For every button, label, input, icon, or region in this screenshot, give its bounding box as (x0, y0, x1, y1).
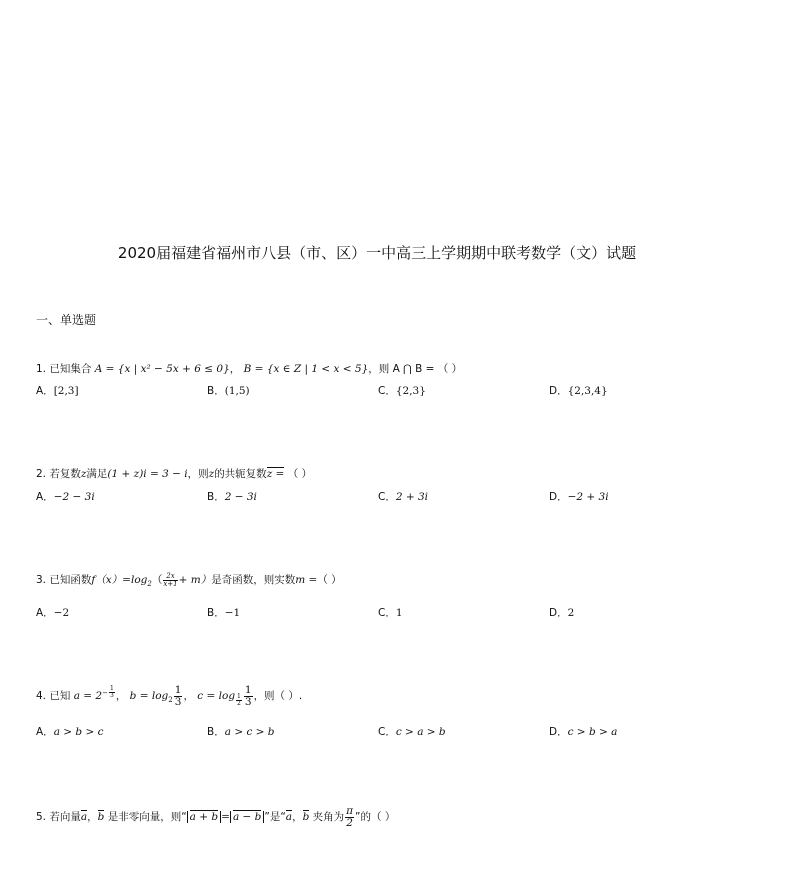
option-label: C． (378, 385, 396, 397)
question-2-stem (36, 466, 312, 481)
q4-c-expr: c = log (197, 690, 236, 702)
q4-option-a (36, 724, 104, 739)
q5-text: 是非零向量，则“ (107, 811, 187, 823)
q2-var-z: z (80, 468, 87, 480)
q1-set-a: A = {x | x² − 5x + 6 ≤ 0} (94, 363, 230, 375)
option-value: −2 (53, 607, 70, 619)
q2-option-a (36, 489, 95, 504)
question-5-stem (36, 806, 395, 828)
fraction-numerator: 1 (237, 692, 241, 700)
q1-option-a (36, 383, 79, 398)
option-label: D． (549, 385, 568, 397)
q1-suffix: ，则 A ⋂ B = （ ） (368, 363, 463, 375)
option-label: C． (378, 726, 396, 738)
option-value: a > c > b (224, 726, 275, 738)
q4-sep: ， (115, 690, 127, 702)
fraction-denominator: 3 (110, 692, 114, 699)
option-label: B． (207, 726, 225, 738)
q5-equals: = (221, 811, 230, 823)
q4-a-expr: a = 2 (73, 690, 103, 702)
q4-text: 4. 已知 (36, 690, 71, 702)
option-value: 2 (567, 607, 575, 619)
exponent-sign: − (102, 688, 108, 697)
q3-text: 3. 已知函数 (36, 574, 92, 586)
option-label: C． (378, 607, 396, 619)
q5-vector-b: b (97, 811, 105, 823)
q5-vector-a: a (80, 811, 88, 823)
q1-option-b (207, 383, 250, 398)
option-label: C． (378, 491, 396, 503)
page-title: 2020届福建省福州市八县（市、区）一中高三上学期期中联考数学（文）试题 (117, 244, 637, 262)
question-4-stem (36, 685, 302, 707)
q5-vector-a: a (285, 811, 293, 823)
option-value: 1 (395, 607, 403, 619)
fraction-numerator: π (346, 805, 354, 817)
q2-option-b (207, 489, 257, 504)
q3-option-c (378, 605, 403, 620)
q2-text: 满足 (86, 468, 108, 480)
vector-sum: a + b (189, 811, 219, 823)
option-value: a > b > c (53, 726, 104, 738)
q2-conjugate: z = (266, 468, 285, 480)
q4-option-c (378, 724, 446, 739)
option-value: [2,3] (53, 385, 79, 397)
option-label: D． (549, 607, 568, 619)
option-label: A． (36, 385, 54, 397)
fraction-denominator: 2 (237, 699, 241, 707)
q3-paren: （ ） (317, 574, 342, 586)
q3-plus-m: + m） (178, 574, 212, 586)
fraction-denominator: 3 (174, 695, 182, 708)
q5-abs-sum (187, 811, 221, 823)
q2-text: 的共轭复数 (214, 468, 267, 480)
q3-option-b (207, 605, 240, 620)
q3-paren: （ (151, 574, 163, 586)
q4-c-base (235, 692, 243, 707)
q4-option-b (207, 724, 275, 739)
vector-difference: a − b (232, 811, 262, 823)
exponent-fraction (109, 686, 115, 699)
q1-set-b: B = {x ∈ Z | 1 < x < 5} (243, 363, 369, 375)
q3-function: f（x）=log (91, 574, 148, 586)
section-heading: 一、单选题 (36, 313, 97, 327)
q4-b-fraction (174, 685, 183, 707)
q5-text: ”的（ ） (355, 811, 396, 823)
q4-a-exponent (102, 685, 116, 699)
fraction-numerator: 2x (163, 573, 177, 581)
q3-option-d (549, 605, 574, 620)
q4-c-fraction (244, 685, 253, 707)
fraction-numerator: 1 (174, 684, 182, 696)
q1-sep: ， (229, 363, 241, 375)
q3-fraction (163, 573, 177, 588)
q5-text: 5. 若向量 (36, 811, 81, 823)
option-label: A． (36, 607, 54, 619)
option-value: −2 + 3i (567, 491, 609, 503)
fraction-denominator: 2 (346, 816, 353, 829)
q5-text: 夹角为 (312, 811, 345, 823)
q3-var-m: m = (295, 574, 318, 586)
q1-prefix: 1. 已知集合 (36, 363, 92, 375)
option-label: B． (207, 491, 225, 503)
option-value: c > b > a (567, 726, 618, 738)
q2-paren: （ ） (287, 468, 313, 480)
question-1-stem (36, 361, 462, 376)
q5-angle-fraction (345, 806, 354, 828)
option-value: −1 (224, 607, 241, 619)
q2-option-c (378, 489, 428, 504)
q2-equation: (1 + z)i = 3 − i (107, 468, 188, 480)
q5-sep: ， (292, 811, 303, 823)
q3-option-a (36, 605, 69, 620)
q4-text: ，则（ ）. (253, 690, 303, 702)
option-value: (1,5) (224, 385, 250, 397)
option-value: 2 + 3i (395, 491, 429, 503)
q4-b-expr: b = log (129, 690, 169, 702)
fraction-denominator: x+1 (163, 579, 178, 588)
q2-text: 2. 若复数 (36, 468, 81, 480)
q4-sep: ， (183, 690, 194, 702)
option-label: A． (36, 491, 54, 503)
option-label: D． (549, 726, 568, 738)
option-value: 2 − 3i (224, 491, 257, 503)
base-fraction (236, 694, 242, 707)
q3-log-base: 2 (147, 580, 152, 589)
q2-option-d (549, 489, 609, 504)
q5-sep: ， (87, 811, 98, 823)
option-value: {2,3,4} (567, 385, 608, 397)
fraction-numerator: 1 (110, 685, 114, 692)
question-3-stem (36, 572, 342, 588)
q2-text: ，则 (187, 468, 209, 480)
q4-option-d (549, 724, 617, 739)
fraction-denominator: 3 (244, 695, 252, 708)
q4-b-base: 2 (168, 696, 173, 705)
option-label: B． (207, 607, 225, 619)
q2-var-z: z (208, 468, 215, 480)
q1-option-c (378, 383, 426, 398)
q3-text: 是奇函数，则实数 (211, 574, 296, 586)
option-value: −2 − 3i (53, 491, 95, 503)
option-label: D． (549, 491, 568, 503)
option-value: {2,3} (395, 385, 426, 397)
option-label: A． (36, 726, 54, 738)
option-label: B． (207, 385, 225, 397)
fraction-numerator: 1 (244, 684, 252, 696)
q1-option-d (549, 383, 608, 398)
option-value: c > a > b (395, 726, 446, 738)
q5-text: ”是“ (264, 811, 286, 823)
q5-vector-b: b (302, 811, 310, 823)
q5-abs-diff (230, 811, 264, 823)
